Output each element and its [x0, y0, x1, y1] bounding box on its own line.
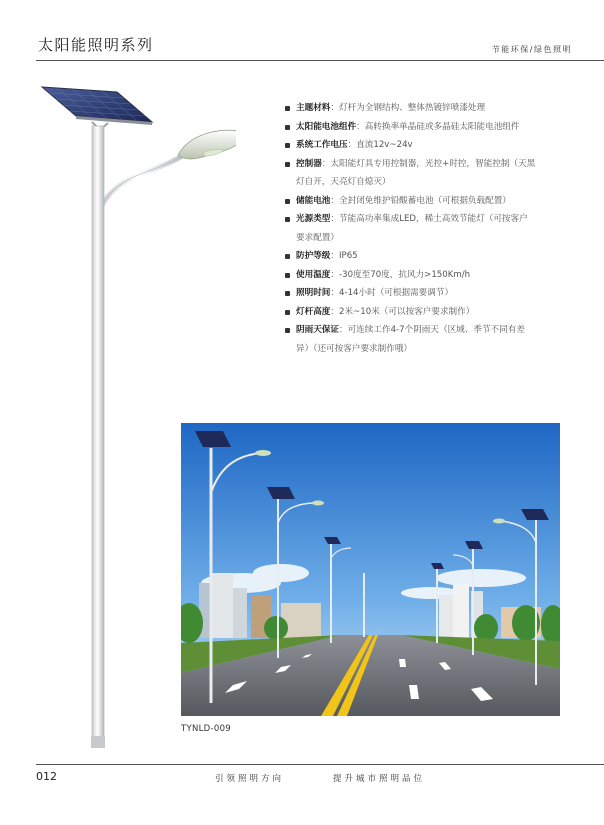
- spec-separator: ：: [347, 140, 357, 150]
- bullet-icon: [285, 106, 290, 111]
- spec-item: [285, 192, 575, 211]
- bullet-icon: [285, 291, 290, 296]
- spec-separator: ：: [330, 306, 339, 317]
- bullet-icon: [285, 328, 290, 333]
- bullet-icon: [285, 310, 290, 315]
- spec-separator: ：: [330, 288, 339, 298]
- spec-separator: ：: [330, 269, 339, 280]
- page-title: 太阳能照明系列: [38, 36, 154, 54]
- bullet-icon: [285, 125, 290, 130]
- bullet-icon: [285, 143, 290, 148]
- spec-label: 系统工作电压: [296, 140, 348, 150]
- spec-value: 全封闭免维护铅酸蓄电池（可根据负载配置）: [339, 195, 511, 206]
- spec-separator: ：: [321, 158, 331, 169]
- spec-item: [285, 136, 575, 155]
- spec-separator: ：: [330, 214, 339, 224]
- spec-item: [285, 321, 575, 358]
- spec-separator: ：: [356, 121, 365, 132]
- footer-slogan-right: 提升城市照明品位: [333, 774, 426, 784]
- bullet-icon: [285, 217, 290, 222]
- spec-item: [285, 210, 575, 247]
- spec-value: IP65: [339, 251, 358, 261]
- model-code: TYNLD-009: [181, 724, 232, 734]
- street-scene-photo: [181, 423, 560, 716]
- spec-value: 灯杆为全钢结构、整体热镀锌喷漆处理: [339, 103, 486, 113]
- header-slogan: 节能环保/绿色照明: [491, 45, 572, 54]
- spec-item: [285, 99, 575, 118]
- spec-value-continued: 异）（还可按客户要求制作哦）: [296, 343, 413, 354]
- spec-label: 主题材料: [296, 103, 331, 113]
- spec-item: [285, 284, 575, 303]
- spec-value: 直流12v~24v: [356, 140, 413, 150]
- spec-separator: ：: [338, 325, 348, 335]
- bullet-icon: [285, 199, 290, 204]
- spec-value: 4-14小时（可根据需要调节）: [339, 288, 454, 298]
- page-number: 012: [36, 770, 57, 783]
- footer-rule: [36, 764, 604, 765]
- spec-item: [285, 247, 575, 266]
- spec-label: 照明时间: [296, 288, 331, 298]
- spec-label: 太阳能电池组件: [296, 121, 357, 132]
- spec-value: 可连续工作4-7个阴雨天（区域、季节不同有差: [347, 325, 525, 335]
- spec-value: -30度至70度，抗风力>150Km/h: [339, 269, 471, 280]
- solar-panel: [42, 87, 152, 130]
- spec-item: [285, 118, 575, 137]
- spec-item: [285, 155, 575, 192]
- spec-separator: ：: [330, 195, 339, 206]
- footer-slogan-left: 引领照明方向: [215, 774, 285, 784]
- lamp-head: [178, 130, 236, 159]
- spec-value: 节能高功率集成LED，稀土高效节能灯（可按客户: [339, 214, 528, 224]
- spec-label: 使用温度: [296, 269, 331, 280]
- spec-label: 阴雨天保证: [296, 325, 339, 335]
- spec-label: 储能电池: [296, 195, 331, 206]
- header-rule: [36, 60, 604, 61]
- bullet-icon: [285, 162, 290, 167]
- spec-value: 高转换率单晶硅或多晶硅太阳能电池组件: [364, 121, 520, 132]
- spec-value: 太阳能灯具专用控制器，光控+时控，智能控制（天黑: [330, 158, 536, 169]
- spec-value: 2米~10米（可以按客户要求制作）: [339, 306, 475, 317]
- bullet-icon: [285, 254, 290, 259]
- spec-value-continued: 灯自开，天亮灯自熄灭）: [296, 177, 391, 187]
- bullet-icon: [285, 273, 290, 278]
- spec-separator: ：: [330, 103, 339, 113]
- spec-label: 控制器: [296, 158, 322, 169]
- spec-item: [285, 303, 575, 322]
- spec-label: 防护等级: [296, 251, 331, 261]
- spec-label: 灯杆高度: [296, 306, 331, 317]
- spec-item: [285, 266, 575, 285]
- spec-list: [285, 99, 575, 358]
- spec-separator: ：: [330, 251, 339, 261]
- spec-label: 光源类型: [296, 214, 331, 224]
- spec-value-continued: 要求配置）: [296, 232, 339, 243]
